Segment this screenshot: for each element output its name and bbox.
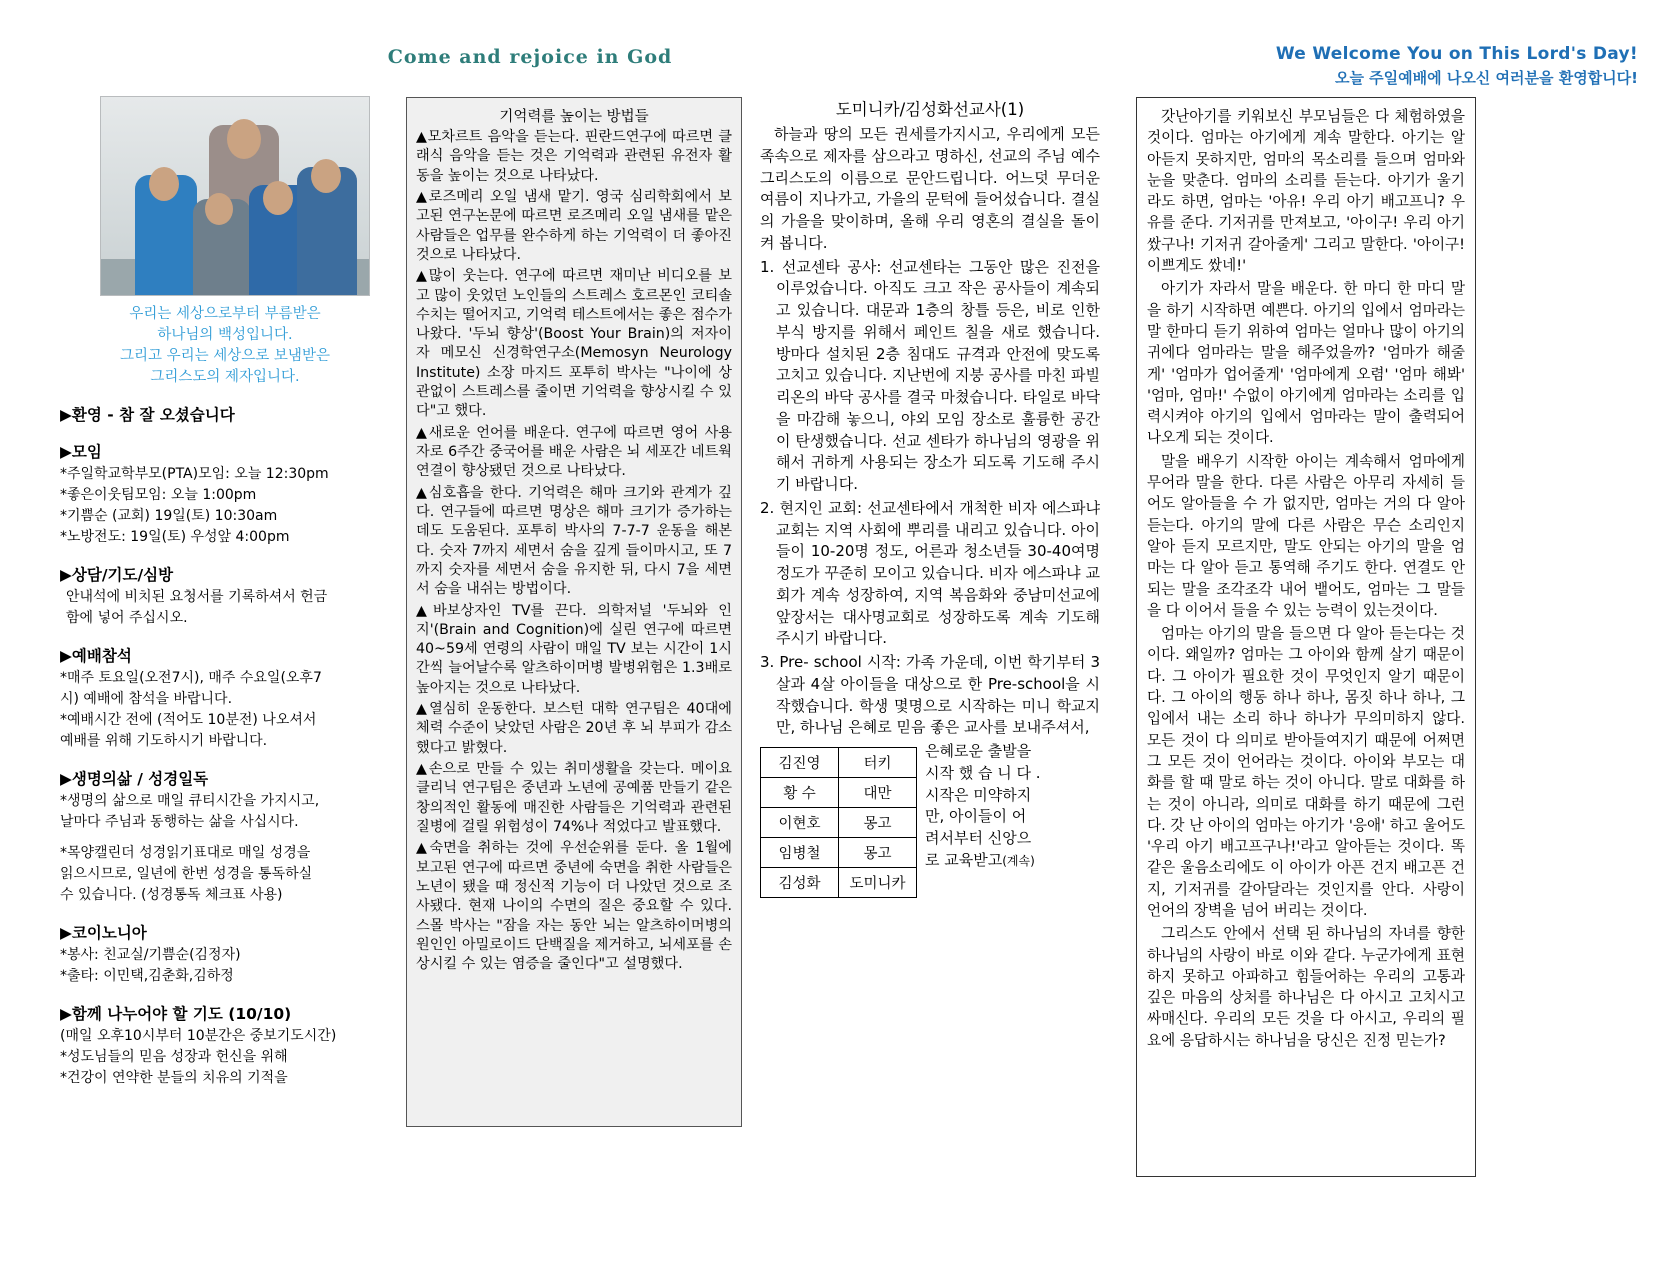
announcement-line: *예배시간 전에 (적어도 10분전) 나오셔서 — [60, 712, 317, 729]
memory-article-paragraph: ▲바보상자인 TV를 끈다. 의학저널 '두뇌와 인지'(Brain and Cognition)에 실린 연구에 따르면 40~59세 연령의 사람이 매일 TV 보는 시간이 1시간씩 늘어날수록 알츠하이머병 발병위험은 1.3배로 높아지는 것으로 나타났다. — [416, 602, 732, 696]
tail-line: 시작은 미약하지 — [925, 785, 1032, 804]
memory-article-paragraph: ▲숙면을 취하는 것에 우선순위를 둔다. 올 1월에 보고된 연구에 따르면 중년에 숙면을 취한 사람들은 노년이 됐을 때 정신적 기능이 더 나았던 것으로 조사됐다. 현재 나이의 수면의 질은 중요할 수 있다. 스몰 박사는 "잠을 자는 동안 뇌는 알츠하이머병의 원인인 아밀로이드 단백질을 제거하고, 뇌세포를 손상시킬 수 있는 염증을 줄인다"고 설명했다. — [416, 840, 732, 973]
announcement-line: *기쁨순 (교회) 19일(토) 10:30am — [60, 508, 278, 525]
missionary-country: 터키 — [839, 748, 917, 778]
announcement-spacer — [60, 833, 390, 843]
announcement-line: *출타: 이민택,김춘화,김하정 — [60, 968, 234, 985]
missionary-paragraph: 하늘과 땅의 모든 권세를가지시고, 우리에게 모든 족속으로 제자를 삼으라고 명하신, 선교의 주님 예수 그리스도의 이름으로 문안드립니다. 어느덧 무더운 여름이 지나가고, 가을의 문턱에 들어섰습니다. 결실의 가을을 맞이하며, 올해 우리 영혼의 결실을 돌이켜 봅니다. — [760, 125, 1100, 252]
header-left-title: Come and rejoice in God — [387, 46, 673, 68]
memory-article-paragraph: ▲모차르트 음악을 듣는다. 핀란드연구에 따르면 클래식 음악을 듣는 것은 기억력과 관련된 유전자 활동을 높이는 것으로 나타났다. — [416, 129, 732, 184]
missionary-name: 이현호 — [761, 808, 839, 838]
announcement-line: *주일학교학부모(PTA)모임: 오늘 12:30pm — [60, 466, 329, 483]
memory-article-paragraph: ▲로즈메리 오일 냄새 맡기. 영국 심리학회에서 보고된 연구논문에 따르면 로즈메리 오일 냄새를 맡은 사람들은 업무를 완수하게 하는 기억력이 더 좋아진 것으로 나타났다. — [416, 188, 732, 263]
essay-paragraph: 말을 배우기 시작한 아이는 계속해서 엄마에게 무어라 말을 한다. 다른 사람은 아무리 자세히 들어도 알아들을 수 가 없지만, 엄마는 거의 다 알아듣는다. 아기의 말에 다른 사람은 무슨 소리인지 알아 듣지 모르지만, 말도 안되는 아기의 말을 엄마는 다 알아 듣고 통역해 주기도 한다. 연결도 안되는 말을 조각조각 내어 뱉어도, 엄마는 그 말들을 다 이어서 들을 수 있는 능력이 있는것이다. — [1147, 452, 1465, 619]
announcement-koinonia — [60, 921, 390, 987]
tail-line: 은혜로운 출발을 — [925, 742, 1032, 760]
photo-head-child-3 — [263, 181, 293, 215]
missionary-table-and-tail — [760, 741, 1100, 900]
missionary-paragraph: 2. 현지인 교회: 선교센타에서 개척한 비자 에스파냐 교회는 지역 사회에 뿌리를 내리고 있습니다. 아이들이 10-20명 정도, 어른과 청소년들 30-40여명 정도가 꾸준히 모이고 있습니다. 비자 에스파냐 교회가 계속 성장하여, 지역 복음화와 중남미선교에 앞장서는 대사명교회로 성장하도록 계속 기도해 주시기 바랍니다. — [760, 498, 1100, 648]
photo-head-adult — [227, 119, 261, 159]
caption-line-3: 그리고 우리는 세상으로 보냄받은 — [120, 348, 330, 365]
caption-line-4: 그리스도의 제자입니다. — [150, 369, 300, 386]
missionary-country: 대만 — [839, 778, 917, 808]
announcement-line: 안내석에 비치된 요청서를 기록하셔서 헌금 — [66, 589, 328, 606]
announcement-line: 함에 넣어 주십시오. — [66, 610, 188, 627]
missionary-country: 몽고 — [839, 808, 917, 838]
header-right — [998, 44, 1638, 88]
announcement-title: ▶생명의삶 / 성경일독 — [60, 770, 209, 789]
continued-note: (계속) — [1002, 853, 1035, 868]
essay-paragraph: 갓난아기를 키워보신 부모님들은 다 체험하였을 것이다. 엄마는 아기에게 계속 말한다. 아기는 알아듣지 못하지만, 엄마의 목소리를 들으며 엄마와 눈을 맞춘다. 엄마의 소리를 듣는다. 아기가 울기라도 하면, 엄마는 '아유! 우리 아기 배고프니? 우유를 준다. 기저귀를 만져보고, '아이구! 우리 아기 쌌구나! 기저귀 갈아줄게' 그리고 말한다. '아이구! 이쁘게도 쌌네!' — [1147, 108, 1465, 275]
essay-paragraph: 아기가 자라서 말을 배운다. 한 마디 한 마디 말을 하기 시작하면 예쁜다. 아기의 입에서 엄마라는 말 한마디 듣기 위하여 엄마는 얼마나 많이 아기의 귀에다 엄마라는 말을 해주었을까? '엄마가 해줄게' '엄마가 업어줄게' '엄마에게 오렴' '엄마 해봐' '엄마, 엄마!' 수없이 아기에게 엄마라는 소리를 입력시켜야 아기의 입에서 엄마라는 말이 출력되어 나오게 되는 것이다. — [1147, 280, 1465, 447]
announcement-title: ▶코이노니아 — [60, 924, 147, 943]
table-row — [761, 808, 917, 838]
missionary-country: 도미니카 — [839, 868, 917, 898]
announcement-line: 날마다 주님과 동행하는 삶을 사십시다. — [60, 814, 299, 831]
announcement-meetings — [60, 440, 390, 548]
announcement-line: *노방전도: 19일(토) 우성앞 4:00pm — [60, 529, 290, 546]
missionary-table — [760, 747, 917, 898]
photo-caption — [60, 304, 390, 388]
announcement-line: *성도님들의 믿음 성장과 헌신을 위해 — [60, 1049, 288, 1066]
essay-paragraph: 엄마는 아기의 말을 들으면 다 알아 듣는다는 것이다. 왜일까? 엄마는 그 아이와 함께 살기 때문이다. 그 아이가 필요한 것이 무엇인지 알기 때문이다. 그 아이의 행동 하나 하나, 몸짓 하나 하나, 그 입에서 내는 소리 하나 하나가 무의미하지 않다. 모든 것이 다 의미로 받아들여지기 때문에 어쩌면 그 모든 것이 언어라는 것이다. 아이와 부모는 대화를 할 때 말로 하는 것이 아니다. 말로 대화를 하는 것이 아니라, 의미로 대화를 하기 때문에 그런다. 갓 난 아이의 엄마는 아기가 '응애' 하고 울어도 '우리 아기 배고프구나!'라고 알아듣는 것이다. 똑같은 울음소리에도 이 아이가 아픈 건지 배고픈 건지, 기저귀를 갈아달라는 것인지를 안다. 사랑이 언어의 장벽을 넘어 버리는 것이다. — [1147, 625, 1465, 919]
welcome-line-english: We Welcome You on This Lord's Day! — [1275, 44, 1638, 64]
missionary-name: 황 수 — [761, 778, 839, 808]
essay-paragraph: 그리스도 안에서 선택 된 하나님의 자녀를 향한 하나님의 사랑이 바로 이와 같다. 누군가에게 표현하지 못하고 아파하고 힘들어하는 우리의 고통과 깊은 마음의 상처를 하나님은 다 아시고 고치시고 싸매신다. 우리의 모든 것을 다 아시고, 우리의 필요에 응답하시는 하나님을 당신은 진정 믿는가? — [1147, 925, 1465, 1049]
announcement-title: ▶예배참석 — [60, 647, 132, 666]
announcement-line: (매일 오후10시부터 10분간은 중보기도시간) — [60, 1028, 337, 1045]
memory-article-paragraph: ▲새로운 언어를 배운다. 연구에 따르면 영어 사용자로 6주간 중국어를 배운 사람은 뇌 세포간 네트웍 연결이 향상됐던 것으로 나타났다. — [416, 424, 732, 480]
announcement-devotion — [60, 767, 390, 906]
announcement-line: *목양캘린더 성경읽기표대로 매일 성경을 — [60, 845, 311, 862]
column-sermon-essay — [1136, 97, 1476, 1177]
announcement-line: *건강이 연약한 분들의 치유의 기적을 — [60, 1070, 288, 1087]
photo-head-child-4 — [311, 159, 341, 193]
tail-line: 로 교육받고 — [925, 850, 1003, 869]
memory-article-paragraph: ▲많이 웃는다. 연구에 따르면 재미난 비디오를 보고 많이 웃었던 노인들의 스트레스 호르몬인 코티솔 수치는 떨어지고, 기억력 테스트에서는 좋은 점수가 나왔다. '두뇌 향상'(Boost Your Brain)의 저자이자 메모신 신경학연구소(Memosyn Neurology Institute) 소장 마지드 포투히 박사는 "나이에 상관없이 스트레스를 줄이면 기억력을 향상시킬 수 있다"고 했다. — [416, 268, 732, 420]
missionary-paragraph: 1. 선교센타 공사: 선교센타는 그동안 많은 진전을 이루었습니다. 아직도 크고 작은 공사들이 계속되고 있습니다. 대문과 1층의 창틀 등은, 비로 인한 부식 방지를 위해서 페인트 칠을 새로 했습니다. 방마다 설치된 2층 침대도 규격과 안전에 맞도록 고치고 있습니다. 지난번에 지붕 공사를 마친 파빌리온의 바닥 공사를 결국 마쳤습니다. 타일로 바닥을 마감해 놓으니, 야외 모임 장소로 훌륭한 공간이 탄생했습니다. 선교 센타가 하나님의 영광을 위해서 귀하게 사용되는 장소가 되도록 기도해 주시기 바랍니다. — [760, 257, 1100, 493]
caption-line-1: 우리는 세상으로부터 부름받은 — [129, 306, 321, 322]
announcement-line: 수 있습니다. (성경통독 체크표 사용) — [60, 887, 283, 904]
column-announcements — [60, 96, 390, 1089]
missionary-paragraph: 3. Pre- school 시작: 가족 가운데, 이번 학기부터 3살과 4살 아이들을 대상으로 한 Pre-school을 시작했습니다. 학생 몇명으로 시작하는 미니 학교지만, 하나님 은혜로 믿음 좋은 교사를 보내주셔서, — [760, 653, 1100, 737]
congregation-photo — [100, 96, 370, 296]
memory-article-title: 기억력를 높이는 방법들 — [499, 109, 649, 125]
table-row — [761, 838, 917, 868]
announcement-counseling — [60, 563, 390, 629]
welcome-line-korean: 오늘 주일예배에 나오신 여러분을 환영합니다! — [1334, 69, 1638, 87]
announcement-title: ▶함께 나누어야 할 기도 (10/10) — [60, 1005, 292, 1024]
column-memory-article — [406, 97, 742, 1127]
announcement-line: 시) 예배에 참석을 바랍니다. — [60, 691, 233, 708]
table-row — [761, 868, 917, 898]
tail-line: 려서부터 신앙으 — [925, 829, 1032, 847]
photo-head-child-1 — [149, 167, 179, 201]
missionary-name: 김성화 — [761, 868, 839, 898]
announcement-title: ▶상담/기도/심방 — [60, 566, 174, 585]
announcement-line: *생명의 삶으로 매일 큐티시간을 가지시고, — [60, 793, 320, 810]
memory-article-paragraph: ▲열심히 운동한다. 보스턴 대학 연구팀은 40대에 체력 수준이 낮았던 사람은 20년 후 뇌 부피가 감소했다고 밝혔다. — [416, 701, 732, 756]
missionary-name: 김진영 — [761, 748, 839, 778]
missionary-name: 임병철 — [761, 838, 839, 868]
tail-line: 만, 아이들이 어 — [925, 807, 1027, 826]
announcement-title: ▶환영 - 참 잘 오셨습니다 — [60, 406, 235, 425]
missionary-report-title: 도미니카/김성화선교사(1) — [835, 100, 1025, 119]
announcement-worship-attendance — [60, 644, 390, 752]
table-row — [761, 778, 917, 808]
announcement-line: *매주 토요일(오전7시), 매주 수요일(오후7 — [60, 670, 322, 687]
table-row — [761, 748, 917, 778]
caption-line-2: 하나님의 백성입니다. — [157, 327, 293, 344]
memory-article-paragraph: ▲심호흡을 한다. 기억력은 해마 크기와 관계가 깊다. 연구들에 따르면 명상은 해마 크기가 증가하는데도 도움된다. 포투히 박사의 7-7-7 운동을 해본다. 숫자 7까지 세면서 숨을 깊게 들이마시고, 또 7까지 숫자를 세면서 숨을 유지한 뒤, 다시 7을 세면서 숨을 내쉬는 방법이다. — [416, 484, 732, 598]
announcement-line: *좋은이웃팀모임: 오늘 1:00pm — [60, 487, 257, 504]
announcement-line: 읽으시므로, 일년에 한번 성경을 통독하실 — [60, 866, 313, 883]
announcement-line: *봉사: 친교실/기쁨순(김정자) — [60, 947, 241, 964]
announcement-line: 예배를 위해 기도하시기 바랍니다. — [60, 733, 268, 750]
photo-head-child-2 — [205, 193, 233, 225]
memory-article-paragraph: ▲손으로 만들 수 있는 취미생활을 갖는다. 메이요 클리닉 연구팀은 중년과 노년에 공예품 만들기 같은 창의적인 활동에 매진한 사람들은 기억력과 관련된 질병에 걸릴 위험성이 74%나 적었다고 발표했다. — [416, 761, 732, 835]
announcement-title: ▶모임 — [60, 443, 102, 462]
missionary-country: 몽고 — [839, 838, 917, 868]
announcement-prayer — [60, 1002, 390, 1089]
tail-line: 시작 했 습 니 다 . — [925, 763, 1041, 782]
column-missionary-report — [760, 96, 1100, 900]
announcement-welcome — [60, 403, 390, 425]
